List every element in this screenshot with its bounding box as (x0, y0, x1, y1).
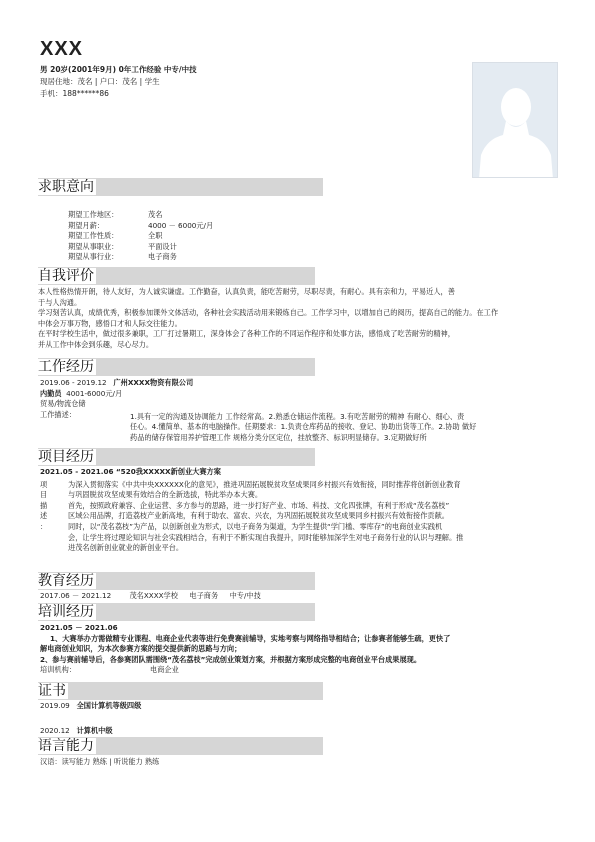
work-position: 内勤员 4001-6000元/月 (40, 388, 123, 398)
training-line-2: 解电商创业知识，为本次参赛方案的提交提供新的思路与方向； (40, 644, 242, 654)
project-desc-label: 项 目 描 述 ： (40, 479, 48, 531)
intent-row-industry: 期望从事行业： 电子商务 (68, 252, 177, 262)
intent-row-type: 期望工作性质： 全职 (68, 231, 163, 241)
cert-item-2: 2020.12 计算机中级 (40, 726, 113, 735)
section-certs: 证书 (38, 682, 323, 700)
section-project: 项目经历 (38, 448, 315, 466)
training-line-1: 1、大赛举办方需做精专业课程、电商企业代表等进行免费赛前辅导，实地考察与网络指导相结合；让参赛者能够生疏，更快了 (50, 633, 451, 643)
section-job-intent: 求职意向 (38, 178, 323, 196)
work-description: 工作描述： 1.具有一定的沟通及协调能力 工作经常高。2.熟悉仓储运作流程。3.有吃苦耐劳的精神 有耐心、细心、责 任心。4.懂简单、基本的电脑操作。任期要求：1.负责仓库药品的接收、登记、协助出货等工作。2.协助 做好 药品的储存保管用养护管理工作 规格分类分区定位，挂放整齐、标识明显储存。3.定期做好所 (40, 409, 477, 442)
training-entry (40, 623, 560, 676)
section-self-eval: 自我评价 (38, 267, 315, 285)
job-intent-list (68, 210, 368, 263)
phone-line: 手机：188******86 (40, 89, 109, 98)
intent-row-area: 期望工作地区： 茂名 (68, 210, 163, 219)
training-org: 培训机构： 电商企业 (40, 665, 179, 675)
self-eval-text: 本人性格热情开朗，待人友好，为人诚实谦虚。工作勤奋，认真负责，能吃苦耐劳，尽职尽责，有耐心。具有亲和力，平易近人，善 于与人沟通。 学习刻苦认真，成绩优秀，积极参加课外文体活动，各种社会实践活动用来锻炼自己。工作学习中，以增加自己的阅历，提高自己的能力。在工作 中体会万事万物，感悟口才和人际交往能力。 在平时学校生活中，做过很多兼职，工厂打过暑期工，深身体会了各种工作的不同运作程序和处事方法，感悟成了吃苦耐劳的精神， 并从工作中体会到乐趣，尽心尽力。 (38, 287, 499, 349)
profile-photo (472, 62, 558, 178)
section-education: 教育经历 (38, 572, 315, 590)
section-training: 培训经历 (38, 603, 315, 621)
project-description: 项 目 描 述 ： 为深入贯彻落实《中共中央XXXXXX化的意见》，推进巩固拓展脱贫攻坚成果同乡村振兴有效衔接，同时推荐将创新创业教育 与巩固脱贫攻坚成果有效结合的全新选拔，特此举办本大赛。 首先，按照政府兼容、企业运营、多方参与的思路，进一步打好产业、市场、科技、文化四张牌，有利于形成“茂名荔枝” 区域公用品牌，打造荔枝产业新高地，有利于助农、富农、兴农，为巩固拓展脱贫攻坚成果同乡村振兴有效衔接作贡献。 同时，以“茂名荔枝”为产品，以创新创业为形式，以电子商务为渠道，为学生提供“学门槛、零库存”的电商创业实践机 会，让学生将过理论知识与社会实践相结合，有利于不断实现自我提升，同时能够加深学生对电子商务行业的认识与理解。推 进茂名创新创业就业的新创业平台。 (40, 479, 464, 553)
work-header: 2019.06 - 2019.12 广州XXXX物资有限公司 (40, 378, 194, 387)
section-work: 工作经历 (38, 358, 315, 376)
project-entry (40, 467, 560, 554)
language-line: 汉语：读写能力 熟练 | 听说能力 熟练 (40, 757, 160, 766)
project-heading: 2021.05 - 2021.06 “520我XXXXX新创业大赛方案 (40, 467, 221, 476)
work-industry: 贸易/物流仓储 (40, 399, 86, 409)
education-entry: 2017.06 － 2021.12 茂名XXXX学校 电子商务 中专/中技 (40, 591, 261, 600)
residence-line: 现居住地：茂名 | 户口：茂名 | 学生 (40, 77, 160, 86)
section-languages: 语言能力 (38, 737, 323, 755)
basic-info-line: 男 20岁(2001年9月) 0年工作经验 中专/中技 (40, 65, 197, 74)
training-period: 2021.05 － 2021.06 (40, 623, 118, 632)
candidate-name: XXX (40, 38, 84, 60)
person-silhouette-icon (473, 63, 558, 178)
training-line-3: 2、参与赛前辅导后，各参赛团队需围绕“茂名荔枝”完成创业策划方案，并根据方案形成完整的电商创业平台成果展现。 (40, 654, 422, 664)
work-entry (40, 378, 560, 444)
intent-row-job: 期望从事职业： 平面设计 (68, 241, 177, 251)
cert-item-1: 2019.09 全国计算机等级四级 (40, 701, 142, 710)
intent-row-salary: 期望月薪： 4000 － 6000元/月 (68, 220, 214, 230)
